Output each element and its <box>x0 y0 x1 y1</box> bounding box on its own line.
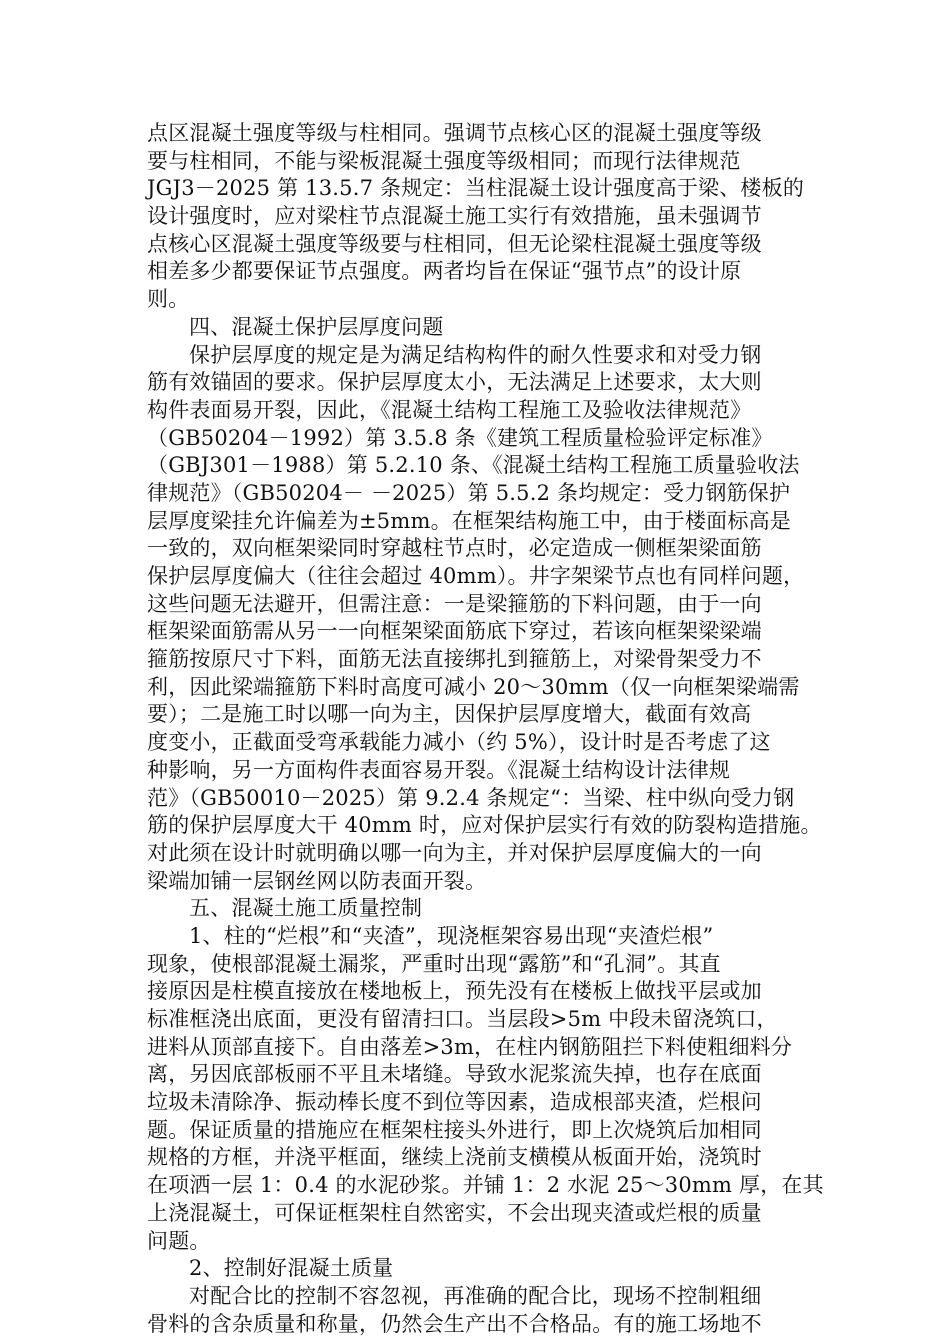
subsection-heading: 2、控制好混凝土质量 <box>189 1256 394 1281</box>
text-line: 在项洒一层 1：0.4 的水泥砂浆。并铺 1：2 水泥 25～30mm 厚，在其 <box>147 1173 824 1198</box>
text-line: 点核心区混凝土强度等级要与柱相同，但无论梁柱混凝土强度等级 <box>147 231 762 256</box>
text-line: 骨料的含杂质量和称量，仍然会生产出不合格品。有的施工场地不 <box>147 1311 762 1336</box>
text-line: 利，因此梁端箍筋下料时高度可减小 20～30mm（仅一向框架梁端需 <box>147 674 800 699</box>
text-line: 上浇混凝土，可保证框架柱自然密实，不会出现夹渣或烂根的质量 <box>147 1200 762 1225</box>
text-line: 一致的，双向框架梁同时穿越柱节点时，必定造成一侧框架梁面筋 <box>147 536 762 561</box>
text-line: 1、柱的“烂根”和“夹渣”，现浇框架容易出现“夹渣烂根” <box>189 923 714 948</box>
text-line: 现象，使根部混凝土漏浆，严重时出现“露筋”和“孔洞”。其直 <box>147 951 721 976</box>
text-line: 层厚度梁挂允许偏差为±5mm。在框架结构施工中，由于楼面标高是 <box>147 508 791 533</box>
text-line: 这些问题无法避开，但需注意：一是梁箍筋的下料问题，由于一向 <box>147 591 762 616</box>
text-line: 度变小，正截面受弯承载能力减小（约 5%），设计时是否考虑了这 <box>147 730 771 755</box>
text-line: 要）；二是施工时以哪一向为主，因保护层厚度增大，截面有效高 <box>147 702 752 727</box>
text-line: 接原因是柱模直接放在楼地板上，预先没有在楼板上做找平层或加 <box>147 979 762 1004</box>
text-line: 保护层厚度偏大（往往会超过 40mm）。井字架梁节点也有同样问题， <box>147 564 805 588</box>
text-line: 问题。 <box>147 1228 211 1253</box>
text-line: 要与柱相同，不能与梁板混凝土强度等级相同；而现行法律规范 <box>147 148 741 173</box>
text-line: 进料从顶部直接下。自由落差>3m，在柱内钢筋阻拦下料使粗细料分 <box>147 1034 793 1059</box>
text-line: 垃圾未清除净、振动棒长度不到位等因素，造成根部夹渣，烂根问 <box>147 1090 762 1115</box>
text-line: JGJ3－2025 第 13.5.7 条规定：当柱混凝土设计强度高于梁、楼板的 <box>147 176 805 201</box>
text-line: （GBJ301－1988）第 5.2.10 条、《混凝土结构工程施工质量验收法 <box>147 453 800 478</box>
text-line: 种影响，另一方面构件表面容易开裂。《混凝土结构设计法律规 <box>147 757 731 782</box>
text-line: 构件表面易开裂，因此，《混凝土结构工程施工及验收法律规范》 <box>147 397 752 422</box>
text-line: 箍筋按原尺寸下料，面筋无法直接绑扎到箍筋上，对梁骨架受力不 <box>147 647 762 672</box>
body-text <box>147 120 847 1338</box>
text-line: 点区混凝土强度等级与柱相同。强调节点核心区的混凝土强度等级 <box>147 121 762 145</box>
text-line: 规格的方框，并浇平框面，继续上浇前支横模从板面开始，浇筑时 <box>147 1145 762 1170</box>
text-line: 保护层厚度的规定是为满足结构构件的耐久性要求和对受力钢 <box>189 342 762 367</box>
text-line: 题。保证质量的措施应在框架柱接头外进行，即上次烧筑后加相同 <box>147 1117 762 1142</box>
text-line: 设计强度时，应对梁柱节点混凝土施工实行有效措施，虽未强调节 <box>147 204 762 229</box>
text-line: 对此须在设计时就明确以哪一向为主，并对保护层厚度偏大的一向 <box>147 840 762 865</box>
section-heading: 四、混凝土保护层厚度问题 <box>189 314 444 339</box>
text-line: （GB50204－1992）第 3.5.8 条《建筑工程质量检验评定标准》 <box>147 425 773 450</box>
text-line: 律规范》（GB50204－ －2025）第 5.5.2 条均规定：受力钢筋保护 <box>147 480 791 505</box>
text-line: 相差多少都要保证节点强度。两者均旨在保证“强节点”的设计原 <box>147 259 742 284</box>
text-line: 框架梁面筋需从另一一向框架梁面筋底下穿过，若该向框架梁梁端 <box>147 619 762 644</box>
text-line: 标准框浇出底面，更没有留清扫口。当层段>5m 中段未留浇筑口， <box>147 1007 778 1031</box>
section-heading: 五、混凝土施工质量控制 <box>189 896 423 921</box>
text-line: 则。 <box>147 287 190 312</box>
text-line: 筋的保护层厚度大干 40mm 时，应对保护层实行有效的防裂构造措施。 <box>147 813 822 838</box>
text-line: 筋有效锚固的要求。保护层厚度太小，无法满足上述要求，太大则 <box>147 370 762 395</box>
text-line: 对配合比的控制不容忽视，再准确的配合比，现场不控制粗细 <box>189 1283 762 1308</box>
text-line: 范》（GB50010－2025）第 9.2.4 条规定“：当梁、柱中纵向受力钢 <box>147 785 795 810</box>
text-line: 梁端加铺一层钢丝网以防表面开裂。 <box>147 868 487 893</box>
text-line: 离，另因底部板丽不平且未堵缝。导致水泥浆流失掉，也存在底面 <box>147 1062 762 1087</box>
